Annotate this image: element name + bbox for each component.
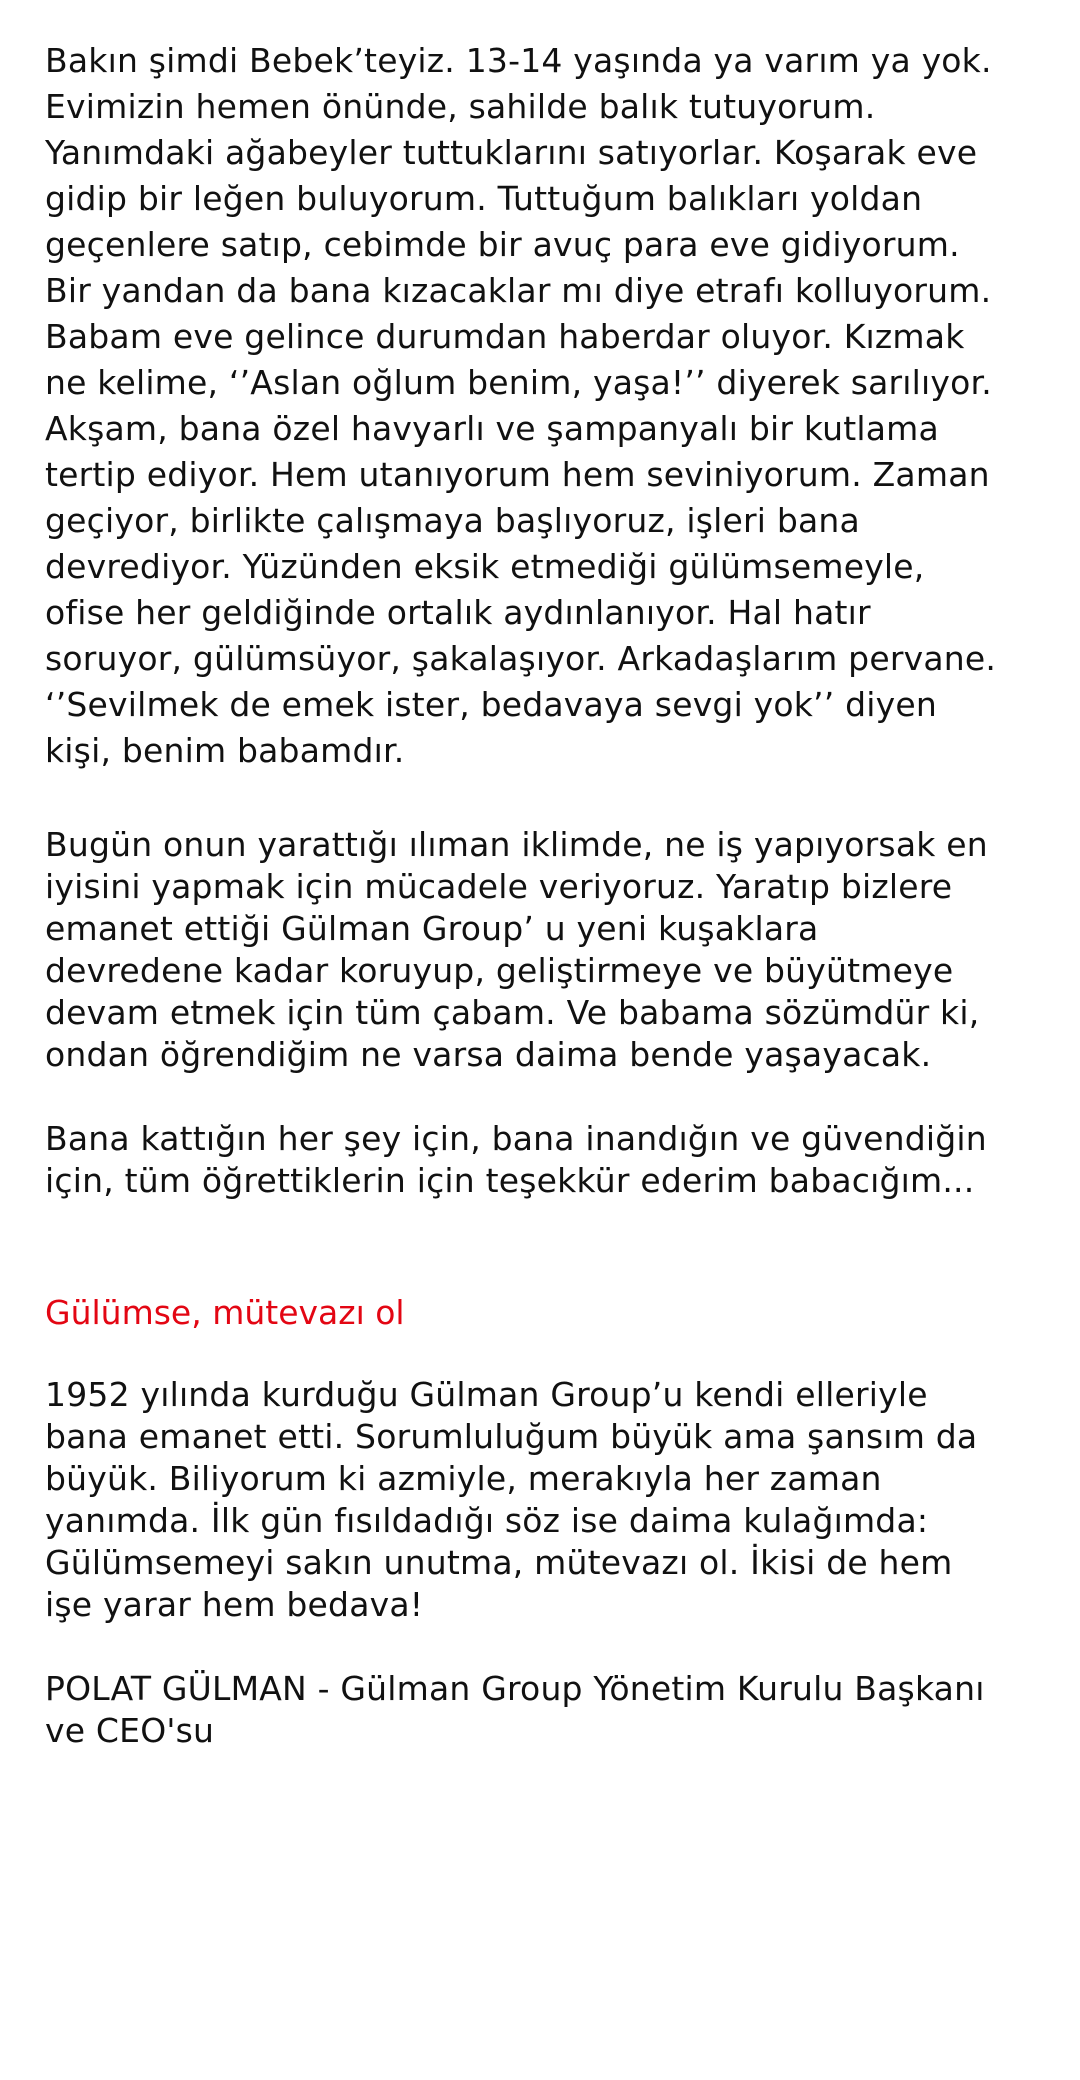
article-body [45, 38, 1005, 1752]
legacy-paragraph: Bugün onun yarattığı ılıman iklimde, ne iş yapıyorsak en iyisini yapmak için mücadele veriyoruz. Yaratıp bizlere emanet ettiği Gülman Group’ u yeni kuşaklara devredene kadar koruyup, geliştirmeye ve büyütmeye devam etmek için tüm çabam. Ve babama sözümdür ki, ondan öğrendiğim ne varsa daima bende yaşayacak. [45, 825, 988, 1074]
thanks-paragraph: Bana kattığın her şey için, bana inandığın ve güvendiğin için, tüm öğrettiklerin için teşekkür ederim babacığım... [45, 1119, 987, 1200]
founding-paragraph: 1952 yılında kurduğu Gülman Group’u kendi elleriyle bana emanet etti. Sorumluluğum büyük ama şansım da büyük. Biliyorum ki azmiyle, merakıyla her zaman yanımda. İlk gün fısıldadığı söz ise daima kulağımda: Gülümsemeyi sakın unutma, mütevazı ol. İkisi de hem işe yarar hem bedava! [45, 1375, 978, 1624]
signature-name: POLAT GÜLMAN [45, 1669, 307, 1708]
signature [45, 1668, 1005, 1752]
story-paragraph: Bakın şimdi Bebek’teyiz. 13-14 yaşında ya varım ya yok. Evimizin hemen önünde, sahilde balık tutuyorum. Yanımdaki ağabeyler tuttuklarını satıyorlar. Koşarak eve gidip bir leğen buluyorum. Tuttuğum balıkları yoldan geçenlere satıp, cebimde bir avuç para eve gidiyorum. Bir yandan da bana kızacaklar mı diye etrafı kolluyorum. Babam eve gelince durumdan haberdar oluyor. Kızmak ne kelime, ‘’Aslan oğlum benim, yaşa!’’ diyerek sarılıyor. Akşam, bana özel havyarlı ve şampanyalı bir kutlama tertip ediyor. Hem utanıyorum hem seviniyorum. Zaman geçiyor, birlikte çalışmaya başlıyoruz, işleri bana devrediyor. Yüzünden eksik etmediği gülümsemeyle, ofise her geldiğinde ortalık aydınlanıyor. Hal hatır soruyor, gülümsüyor, şakalaşıyor. Arkadaşlarım pervane. ‘’Sevilmek de emek ister, bedavaya sevgi yok’’ diyen kişi, benim babamdır. [45, 41, 997, 770]
section-heading: Gülümse, mütevazı ol [45, 1293, 405, 1332]
signature-title: - Gülman Group Yönetim Kurulu Başkanı ve CEO'su [45, 1669, 985, 1750]
